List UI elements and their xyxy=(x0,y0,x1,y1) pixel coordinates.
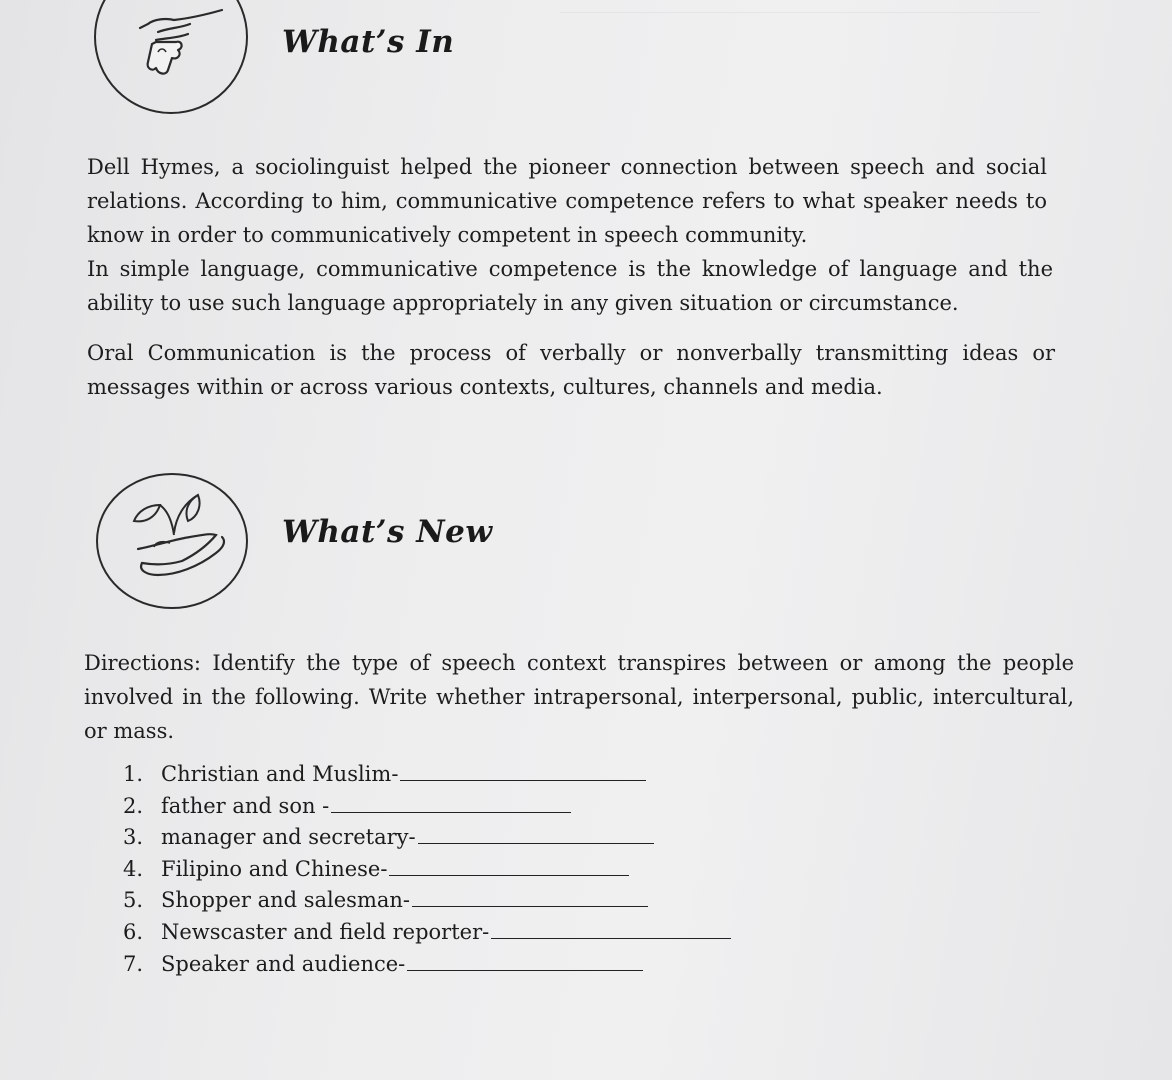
paragraph-simple-language: In simple language, communicative competence is the knowledge of language and the ability to use such language appropriately in any given situation or circumstance. xyxy=(87,257,1053,315)
item-text: Speaker and audience- xyxy=(161,951,406,976)
item-text: Shopper and salesman- xyxy=(161,888,411,913)
answer-blank-5[interactable] xyxy=(412,884,648,907)
item-number: 2. xyxy=(123,793,144,818)
answer-blank-3[interactable] xyxy=(418,821,654,844)
list-item xyxy=(123,821,763,853)
paragraph-oral-communication: Oral Communication is the process of verbally or nonverbally transmitting ideas or messages within or across various contexts, cultures, channels and media. xyxy=(87,341,1055,399)
item-text: Christian and Muslim- xyxy=(161,762,399,786)
answer-blank-6[interactable] xyxy=(491,916,731,939)
item-number: 5. xyxy=(123,888,144,913)
item-number: 6. xyxy=(123,919,144,944)
item-text: manager and secretary- xyxy=(161,825,416,850)
list-item xyxy=(123,948,763,980)
item-number: 3. xyxy=(123,825,144,850)
item-number: 1. xyxy=(123,762,144,786)
speech-context-list xyxy=(123,758,763,979)
whats-new-heading: What’s New xyxy=(282,514,493,550)
item-text: Newscaster and field reporter- xyxy=(161,919,490,944)
hand-seedling-icon xyxy=(96,473,248,609)
paragraph-dell-hymes: Dell Hymes, a sociolinguist helped the pioneer connection between speech and social relations. According to him, communicative competence refers to what speaker needs to know in order to communicatively competent in speech community. xyxy=(87,155,1047,247)
list-item xyxy=(123,884,763,916)
item-number: 4. xyxy=(123,856,144,881)
list-item xyxy=(123,916,763,948)
bleed-through-texture xyxy=(560,12,1040,33)
list-item xyxy=(123,853,763,885)
whats-in-heading: What’s In xyxy=(282,24,455,60)
item-number: 7. xyxy=(123,951,144,976)
answer-blank-7[interactable] xyxy=(407,948,643,971)
answer-blank-4[interactable] xyxy=(389,853,629,876)
hand-puzzle-piece-icon xyxy=(94,0,248,114)
directions-text: Directions: Identify the type of speech context transpires between or among the people involved in the following. Write whether intrapersonal, interpersonal, public, intercultural, or mass. xyxy=(84,651,1074,743)
item-text: father and son - xyxy=(161,793,330,818)
answer-blank-1[interactable] xyxy=(400,758,646,781)
list-item xyxy=(123,790,763,822)
list-item xyxy=(123,758,763,790)
answer-blank-2[interactable] xyxy=(331,790,571,813)
item-text: Filipino and Chinese- xyxy=(161,856,388,881)
